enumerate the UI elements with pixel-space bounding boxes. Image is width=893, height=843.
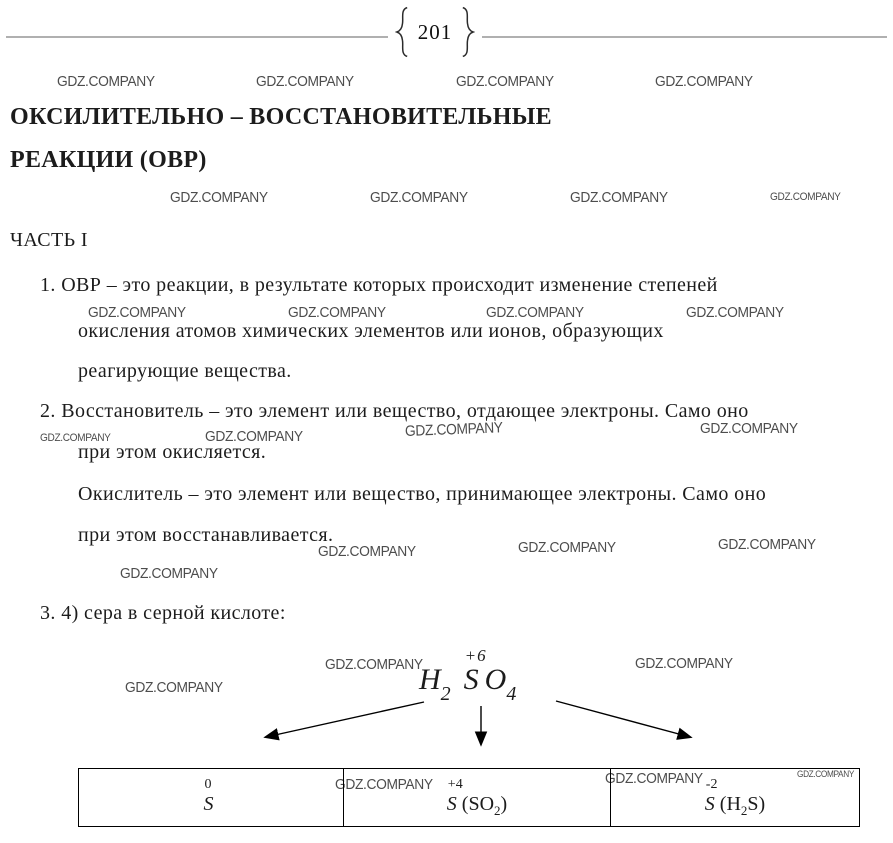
- watermark: GDZ.COMPANY: [570, 189, 668, 206]
- watermark: GDZ.COMPANY: [256, 73, 354, 90]
- brace-right-icon: [460, 6, 475, 58]
- species-suffix: [461, 793, 508, 818]
- watermark: GDZ.COMPANY: [770, 191, 841, 203]
- watermark: GDZ.COMPANY: [88, 304, 186, 321]
- suffix-text: (H: [719, 793, 741, 815]
- oxidation-state: 0: [204, 777, 212, 792]
- watermark: GDZ.COMPANY: [120, 565, 218, 582]
- item2-line-1: 2. Восстановитель – это элемент или вещество, отдающее электроны. Само оно: [40, 400, 749, 422]
- page-title-line-2: РЕАКЦИИ (ОВР): [10, 147, 207, 173]
- item1-line-2: окисления атомов химических элементов или ионов, образующих: [78, 320, 664, 342]
- page-number-badge: [388, 4, 482, 60]
- item3-line: 3. 4) сера в серной кислоте:: [40, 602, 286, 624]
- arrow-down-right-icon: [556, 701, 690, 737]
- watermark: GDZ.COMPANY: [325, 656, 423, 673]
- species: [705, 778, 765, 817]
- element-o: O: [484, 663, 507, 696]
- element-symbol: S: [203, 793, 214, 815]
- oxidation-states-table: [78, 768, 860, 827]
- watermark: GDZ.COMPANY: [288, 304, 386, 321]
- oxidation-state: +4: [447, 777, 463, 792]
- watermark: GDZ.COMPANY: [57, 73, 155, 90]
- table-cell-h2s: [611, 769, 859, 826]
- branching-arrows-diagram: [0, 694, 893, 758]
- species-formula: [705, 794, 765, 817]
- suffix-subscript: 2: [494, 803, 501, 818]
- suffix-subscript: 2: [740, 803, 748, 818]
- arrow-down-left-icon: [266, 702, 424, 737]
- watermark: GDZ.COMPANY: [605, 770, 703, 787]
- species-formula: [204, 794, 219, 817]
- element-h: H: [419, 663, 441, 696]
- oxidation-state: -2: [705, 777, 718, 792]
- watermark: GDZ.COMPANY: [205, 428, 303, 445]
- table-cell-so2: [344, 769, 611, 826]
- watermark: GDZ.COMPANY: [797, 769, 854, 779]
- watermark: GDZ.COMPANY: [170, 189, 268, 206]
- watermark: GDZ.COMPANY: [518, 539, 616, 556]
- watermark: GDZ.COMPANY: [718, 536, 816, 553]
- element-symbol: S: [704, 793, 715, 815]
- watermark: GDZ.COMPANY: [335, 776, 433, 793]
- watermark: GDZ.COMPANY: [686, 304, 784, 321]
- item1-line-1: 1. ОВР – это реакции, в результате которых происходит изменение степеней: [40, 274, 718, 296]
- suffix-text: (SO: [461, 793, 495, 815]
- suffix-text: S): [747, 793, 766, 815]
- watermark: GDZ.COMPANY: [318, 543, 416, 560]
- species: [447, 778, 507, 817]
- suffix-text: ): [500, 793, 508, 815]
- watermark: GDZ.COMPANY: [125, 679, 223, 696]
- item2-line-2: при этом окисляется.: [78, 441, 267, 463]
- species-formula: [447, 794, 507, 817]
- item2-line-4: при этом восстанавливается.: [78, 524, 334, 546]
- watermark: GDZ.COMPANY: [456, 73, 554, 90]
- watermark: GDZ.COMPANY: [635, 655, 733, 672]
- item1-line-3: реагирующие вещества.: [78, 360, 292, 382]
- subscript-h: 2: [440, 683, 451, 705]
- species: [204, 778, 219, 817]
- watermark: GDZ.COMPANY: [700, 420, 798, 437]
- watermark: GDZ.COMPANY: [404, 419, 503, 440]
- part-heading: ЧАСТЬ I: [10, 229, 88, 251]
- watermark: GDZ.COMPANY: [655, 73, 753, 90]
- table-cell-s0: [79, 769, 344, 826]
- watermark: GDZ.COMPANY: [486, 304, 584, 321]
- element-symbol: S: [446, 793, 457, 815]
- oxidation-state-plus6: +6: [464, 646, 487, 665]
- subscript-o: 4: [506, 683, 517, 705]
- brace-left-icon: [395, 6, 410, 58]
- element-s: S: [463, 663, 479, 696]
- page-number: 201: [417, 19, 453, 44]
- page-title-line-1: ОКСИЛИТЕЛЬНО – ВОССТАНОВИТЕЛЬНЫЕ: [10, 104, 552, 130]
- watermark: GDZ.COMPANY: [370, 189, 468, 206]
- species-suffix: [719, 793, 766, 818]
- element-s-group: [463, 646, 487, 696]
- item2-line-3: Окислитель – это элемент или вещество, принимающее электроны. Само оно: [78, 483, 767, 505]
- watermark: GDZ.COMPANY: [40, 432, 111, 444]
